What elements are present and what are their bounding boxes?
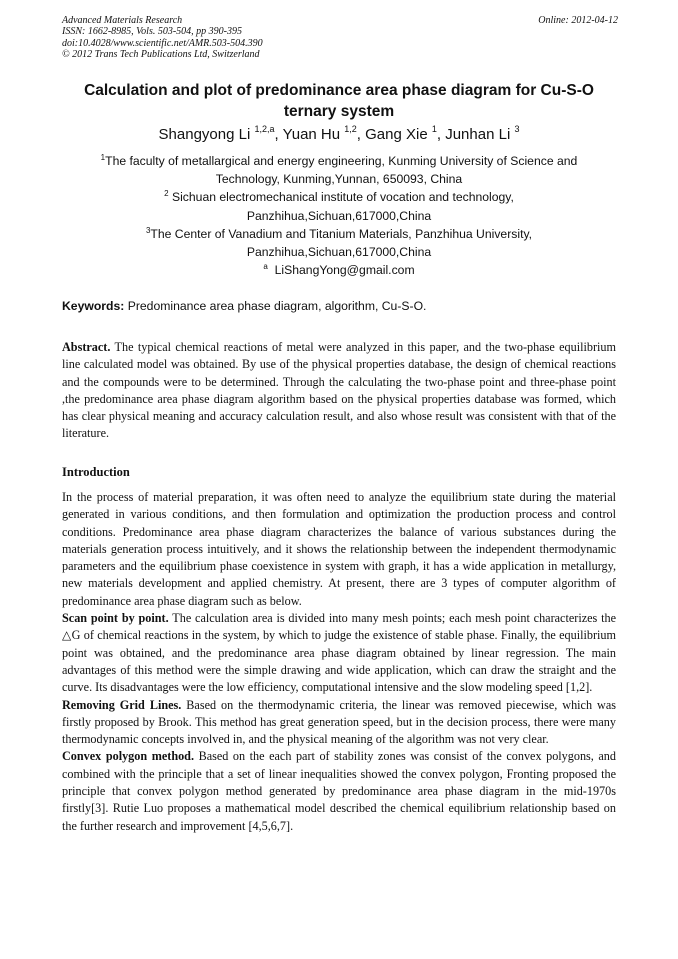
introduction-body xyxy=(62,489,616,835)
title-line-2: ternary system xyxy=(283,103,395,120)
email-address: LiShangYong@gmail.com xyxy=(267,263,415,278)
author-affiliation-mark: 1,2 xyxy=(344,124,357,134)
affiliation-3-line-1: $^3$The Center of Vanadium and Titanium Materials, Panzhihua University, xyxy=(145,225,533,241)
affiliation-mark: 2 xyxy=(164,189,169,199)
author-name: Gang Xie xyxy=(365,126,428,143)
keywords-text: Predominance area phase diagram, algorithm, Cu-S-O. xyxy=(124,299,427,313)
author-name: Shangyong Li xyxy=(158,126,251,143)
copyright-line: © 2012 Trans Tech Publications Ltd, Switzerland xyxy=(62,48,260,60)
author-name: Yuan Hu xyxy=(282,126,341,143)
abstract-label: Abstract. xyxy=(62,340,111,354)
paragraph: In the process of material preparation, it was often need to analyze the equilibrium state during the material generated in various conditions, and then formulation and optimization the production process and control conditions. Predominance area phase diagram characterizes the balance of various substances during the materials generation process intuitively, and it shows the relationship between the independent thermodynamic parameters and the equilibrium phase coexistence in system with graph, it has a wide application in metallurgy, new materials development and applied chemistry. At present, there are 3 types of computer algorithm of predominance area phase diagram such as below. xyxy=(62,490,616,608)
paragraph-label: Removing Grid Lines. xyxy=(62,697,182,712)
publication-header xyxy=(62,15,618,60)
author-affiliation-mark: 1,2,a xyxy=(254,124,275,134)
affiliation-2-line-1: $^2$ Sichuan electromechanical institute of vocation and technology, xyxy=(164,189,514,205)
affiliation-mark: 1 xyxy=(100,153,106,162)
doi-line: doi:10.4028/www.scientific.net/AMR.503-504.390 xyxy=(62,37,263,49)
paragraph: Convex polygon method. Based on the each part of stability zones was consist of the convex polygons, and combined with the principle that a set of linear inequalities showed the convex polygon, Fronting proposed the principle that convex polygon method generated by predominance area phase diagram in the mid-1970s firstly[3]. Rutie Luo proposes a mathematical model described the chemical equilibrium relationship based on the further research and improvement [4,5,6,7]. xyxy=(62,749,616,833)
keywords xyxy=(62,298,618,314)
affiliation-1-line-1: $^1$The faculty of metallargical and energy engineering, Kunming University of Science and xyxy=(100,153,578,168)
journal-name: Advanced Materials Research xyxy=(62,15,183,26)
online-date: Online: 2012-04-12 xyxy=(538,15,618,26)
affiliation-2-line-2: Panzhihua,Sichuan,617000,China xyxy=(246,208,432,223)
author-list xyxy=(62,126,616,144)
paragraph-label: Scan point by point. xyxy=(62,611,169,626)
author-separator: , xyxy=(356,126,366,143)
affiliation-mark: 3 xyxy=(145,225,151,235)
issn-line: ISSN: 1662-8985, Vols. 503-504, pp 390-395 xyxy=(62,26,242,38)
author-affiliation-mark: 3 xyxy=(514,124,520,134)
abstract xyxy=(62,339,616,443)
author-separator: , xyxy=(274,126,283,143)
section-heading-introduction: Introduction xyxy=(62,465,130,479)
title-line-1: Calculation and plot of predominance area phase diagram for Cu-S-O xyxy=(84,82,594,99)
abstract-text: The typical chemical reactions of metal were analyzed in this paper, and the two-phase equilibrium line calculated model was obtained. By use of the physical properties database, the design of chemical reactions and the compounds were to be determined. Through the calculating the two-phase point and three-phase point ,the predominance area phase diagram algorithm based on the physical properties database was formed, which has clear physical meaning and accuracy calculation result, and also whose result was consistent with that of the literature. xyxy=(62,340,616,441)
author-name: Junhan Li xyxy=(445,126,511,143)
paper-title xyxy=(62,80,616,122)
paragraph: Removing Grid Lines. Based on the thermodynamic criteria, the linear was removed piecewise, which was firstly proposed by Brook. This method has great generation speed, but in the decision process, there were many thermodynamic concepts involved in, and the physical meaning of the algorithm was not very clear. xyxy=(62,697,616,747)
author-affiliation-mark: 1 xyxy=(431,124,437,134)
paragraph-label: Convex polygon method. xyxy=(62,749,195,764)
email-line xyxy=(62,261,616,279)
keywords-label: Keywords: xyxy=(62,299,125,313)
affiliation-1-line-2: Technology, Kunming,Yunnan, 650093, China xyxy=(215,172,463,187)
paragraph: Scan point by point. The calculation area is divided into many mesh points; each mesh point characterizes the △G of chemical reactions in the system, by which to judge the existence of stable phase. Finally, the equilibrium point was obtained, and the predominance area phase diagram obtained by linear regression. The main advantages of this method were the simple drawing and wide application, which can draw the straight and the curve. Its disadvantages were the low efficiency, computational intensive and the slow modeling speed [1,2]. xyxy=(62,611,616,695)
affiliations xyxy=(62,152,616,279)
author-separator: , xyxy=(436,126,446,143)
email-mark: a xyxy=(263,262,268,272)
affiliation-3-line-2: Panzhihua,Sichuan,617000,China xyxy=(246,245,432,260)
